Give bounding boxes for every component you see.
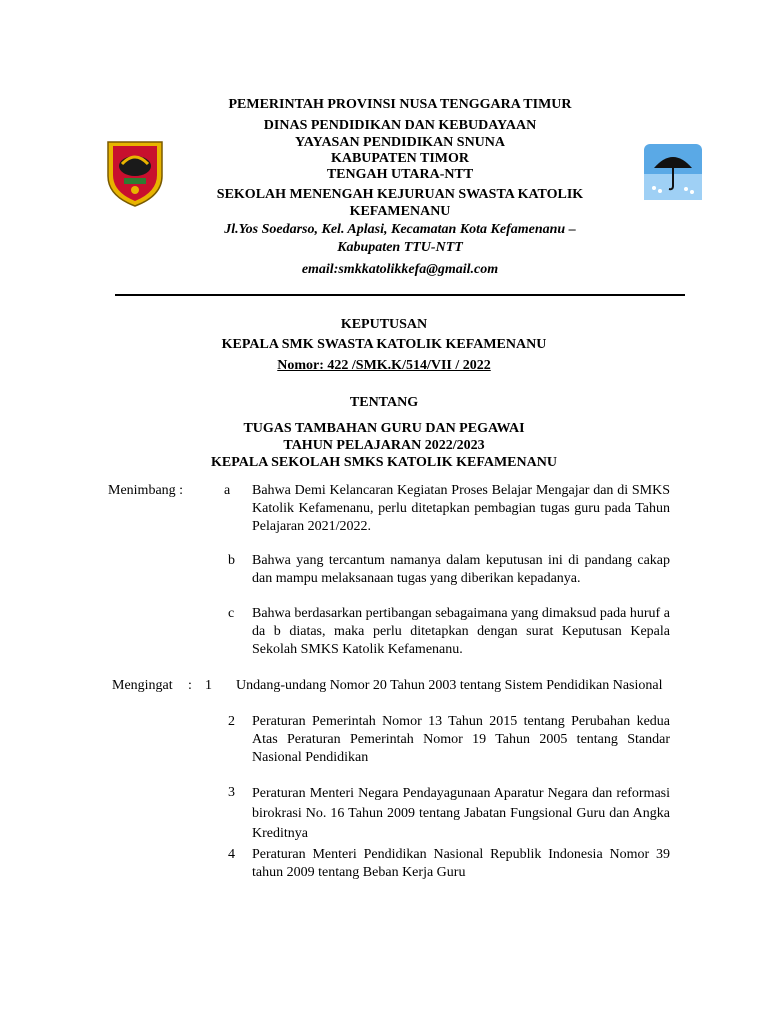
header-government-line: PEMERINTAH PROVINSI NUSA TENGGARA TIMUR (228, 97, 572, 112)
decree-topic-2: TAHUN PELAJARAN 2022/2023 (283, 438, 485, 453)
menimbang-key-c: c (228, 606, 235, 621)
header-address-line-2: Kabupaten TTU-NTT (337, 240, 463, 255)
decree-topic-3: KEPALA SEKOLAH SMKS KATOLIK KEFAMENANU (211, 455, 557, 470)
header-address-line-1: Jl.Yos Soedarso, Kel. Aplasi, Kecamatan Kota Kefamenanu – (224, 222, 576, 237)
school-umbrella-logo (644, 144, 702, 200)
mengingat-label: Mengingat (112, 678, 173, 693)
mengingat-item-3: Peraturan Menteri Negara Pendayagunaan Aparatur Negara dan reformasi birokrasi No. 16 Tahun 2009 tentang Jabatan Fungsional Guru dan Angka Kreditnya (252, 786, 670, 841)
header-school-line: SEKOLAH MENENGAH KEJURUAN SWASTA KATOLIK (216, 187, 584, 202)
menimbang-label: Menimbang : (108, 483, 184, 498)
mengingat-item-4: Peraturan Menteri Pendidikan Nasional Republik Indonesia Nomor 39 tahun 2009 tentang Beban Kerja Guru (252, 847, 670, 880)
mengingat-item-2: Peraturan Pemerintah Nomor 13 Tahun 2015 tentang Perubahan kedua Atas Peraturan Pemerintah Nomor 19 Tahun 2005 tentang Standar Nasional Pendidikan (252, 714, 670, 765)
header-regency-line: KABUPATEN TIMOR (330, 151, 470, 166)
menimbang-key-a: a (224, 483, 231, 498)
header-region-line: TENGAH UTARA-NTT (326, 167, 474, 182)
menimbang-item-b: Bahwa yang tercantum namanya dalam keputusan ini di pandang cakap dan mampu melaksanaan tugas yang diberikan kepadanya. (252, 553, 670, 586)
header-divider (115, 294, 685, 296)
header-email: email:smkkatolikkefa@gmail.com (301, 262, 499, 277)
mengingat-item-1-text: Undang-undang Nomor 20 Tahun 2003 tentang Sistem Pendidikan Nasional (236, 678, 663, 693)
decree-title: KEPUTUSAN (340, 317, 428, 332)
mengingat-key-3: 3 (228, 785, 235, 800)
mengingat-key-2: 2 (228, 714, 235, 729)
decree-subtitle: KEPALA SMK SWASTA KATOLIK KEFAMENANU (221, 337, 547, 352)
menimbang-key-b: b (228, 553, 235, 568)
header-foundation-line: YAYASAN PENDIDIKAN SNUNA (294, 135, 506, 150)
decree-topic-1: TUGAS TAMBAHAN GURU DAN PEGAWAI (243, 421, 525, 436)
header-city-line: KEFAMENANU (349, 204, 451, 219)
mengingat-item-1 (236, 677, 670, 695)
regional-emblem-logo (104, 136, 166, 208)
menimbang-item-a: Bahwa Demi Kelancaran Kegiatan Proses Belajar Mengajar dan di SMKS Katolik Kefamenanu, perlu ditetapkan pembagian tugas guru pada Tahun Pelajaran 2021/2022. (252, 483, 670, 534)
mengingat-key-1: 1 (205, 678, 212, 693)
decree-about: TENTANG (349, 395, 419, 410)
header-agency-line: DINAS PENDIDIKAN DAN KEBUDAYAAN (263, 118, 537, 133)
decree-number: Nomor: 422 /SMK.K/514/VII / 2022 (277, 358, 491, 373)
mengingat-key-4: 4 (228, 847, 235, 862)
mengingat-colon: : (188, 678, 192, 693)
menimbang-item-c: Bahwa berdasarkan pertibangan sebagaimana yang dimaksud pada huruf a da b diatas, maka perlu ditetapkan dengan surat Keputusan Kepala Sekolah SMKS Katolik Kefamenanu. (252, 606, 670, 657)
